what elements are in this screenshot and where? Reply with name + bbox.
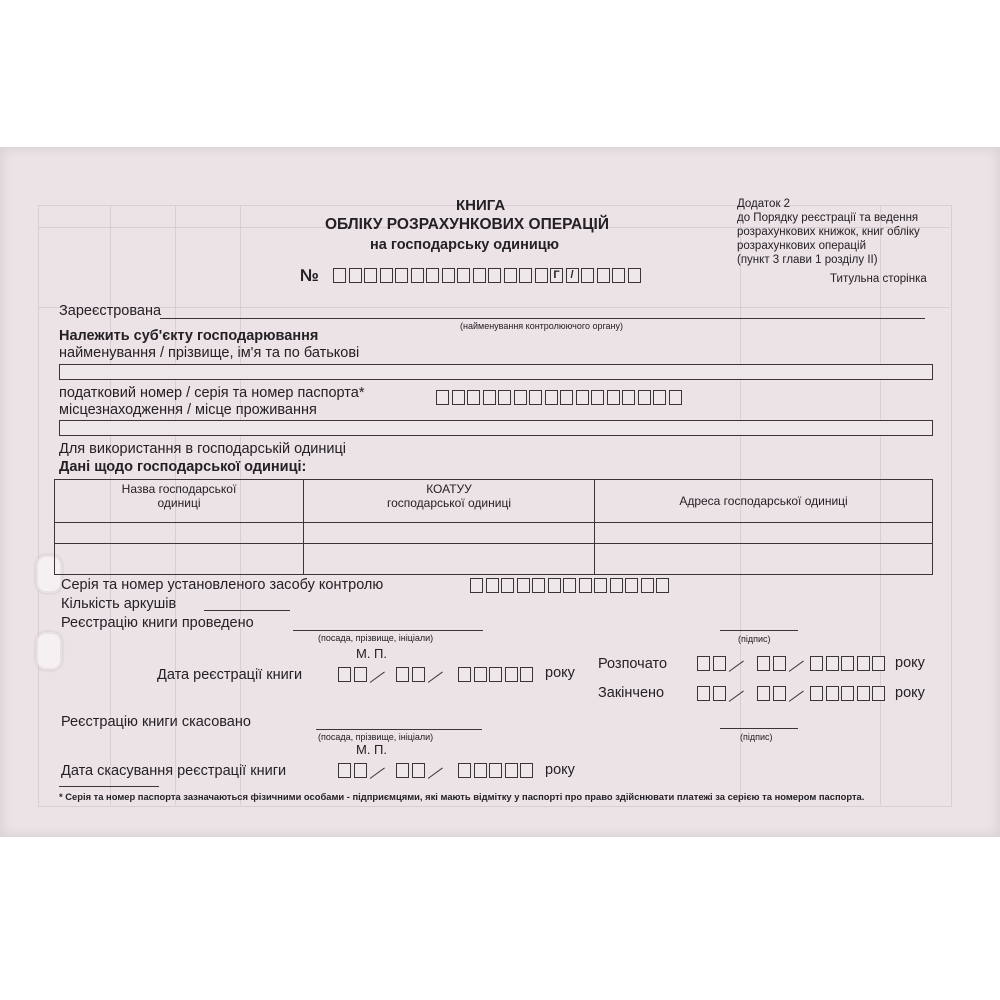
serial-box[interactable] — [532, 578, 545, 593]
finished-label: Закінчено — [598, 685, 665, 701]
date-box[interactable] — [354, 667, 367, 682]
control-serial-boxes[interactable] — [470, 578, 672, 593]
header-unit-address-text: Адреса господарської одиниці — [679, 494, 848, 508]
date-box[interactable] — [757, 686, 770, 701]
finished-year-word: року — [895, 685, 925, 701]
number-box[interactable] — [473, 268, 486, 283]
serial-box[interactable] — [625, 578, 638, 593]
date-box[interactable] — [338, 667, 351, 682]
header-unit-name — [55, 480, 304, 523]
registration-date-label: Дата реєстрації книги — [157, 667, 303, 683]
registered-signature-line[interactable] — [720, 630, 798, 631]
date-box[interactable] — [857, 656, 870, 671]
started-date-month[interactable] — [757, 656, 788, 671]
tax-box[interactable] — [452, 390, 465, 405]
cancelled-signature-line[interactable] — [720, 728, 798, 729]
date-box[interactable] — [412, 763, 425, 778]
date-box[interactable] — [697, 686, 710, 701]
binding-staple — [36, 632, 62, 670]
registration-date-month[interactable] — [396, 667, 427, 682]
tax-box[interactable] — [576, 390, 589, 405]
number-slash-box: / — [566, 268, 579, 283]
date-box[interactable] — [505, 763, 518, 778]
control-serial-label: Серія та номер установленого засобу контролю — [61, 577, 384, 593]
cancelled-by-caption: (посада, прізвище, ініціали) — [318, 732, 434, 742]
title-line-2: ОБЛІКУ РОЗРАХУНКОВИХ ОПЕРАЦІЙ — [325, 216, 610, 233]
title-line-3: на господарську одиницю — [370, 237, 560, 253]
koatuu-cell[interactable] — [304, 544, 595, 575]
cancellation-date-day[interactable] — [338, 763, 369, 778]
location-field[interactable] — [59, 420, 933, 436]
number-box[interactable] — [628, 268, 641, 283]
registered-by-line[interactable] — [293, 630, 483, 631]
cancellation-date-year[interactable] — [458, 763, 536, 778]
cancelled-label: Реєстрацію книги скасовано — [61, 714, 251, 730]
date-box[interactable] — [810, 686, 823, 701]
number-box[interactable] — [581, 268, 594, 283]
book-number-boxes[interactable] — [333, 268, 643, 283]
number-box[interactable] — [488, 268, 501, 283]
date-box[interactable] — [354, 763, 367, 778]
footnote-rule — [59, 786, 159, 787]
date-box[interactable] — [458, 763, 471, 778]
date-box[interactable] — [773, 686, 786, 701]
serial-box[interactable] — [610, 578, 623, 593]
sheets-count-label: Кількість аркушів — [61, 596, 177, 612]
date-box[interactable] — [826, 656, 839, 671]
date-box[interactable] — [489, 763, 502, 778]
registered-caption: (найменування контролюючого органу) — [460, 321, 624, 331]
date-box[interactable] — [520, 763, 533, 778]
tax-box[interactable] — [436, 390, 449, 405]
seal-mark: М. П. — [356, 646, 388, 661]
cancellation-date-month[interactable] — [396, 763, 427, 778]
tax-box[interactable] — [545, 390, 558, 405]
started-date-day[interactable] — [697, 656, 728, 671]
appendix-line-4: розрахункових операцій — [737, 240, 866, 252]
number-box[interactable] — [411, 268, 424, 283]
date-box[interactable] — [697, 656, 710, 671]
tax-box[interactable] — [514, 390, 527, 405]
date-box[interactable] — [826, 686, 839, 701]
unit-address-cell[interactable] — [595, 544, 933, 575]
date-box[interactable] — [841, 686, 854, 701]
date-box[interactable] — [713, 686, 726, 701]
number-box[interactable] — [519, 268, 532, 283]
date-box[interactable] — [773, 656, 786, 671]
business-unit-table — [54, 479, 933, 575]
number-box[interactable] — [426, 268, 439, 283]
started-date-year[interactable] — [810, 656, 888, 671]
cancelled-signature-caption: (підпис) — [740, 732, 773, 742]
registration-year-word: року — [545, 665, 575, 681]
tax-number-boxes[interactable] — [436, 390, 684, 405]
location-label: місцезнаходження / місце проживання — [59, 402, 317, 418]
date-box[interactable] — [857, 686, 870, 701]
tax-box[interactable] — [529, 390, 542, 405]
date-box[interactable] — [872, 686, 885, 701]
unit-name-cell[interactable] — [55, 523, 304, 544]
registration-date-year[interactable] — [458, 667, 536, 682]
cancel-seal-mark: М. П. — [356, 742, 388, 757]
serial-box[interactable] — [641, 578, 654, 593]
number-box[interactable] — [349, 268, 362, 283]
header-unit-name-line1: Назва господарської — [121, 482, 237, 496]
footnote: * Серія та номер паспорта зазначаються фізичними особами - підприємцями, які мають відмітку у паспорті про право здійснювати платежі за серією та номером паспорта. — [59, 791, 865, 802]
finished-date-year[interactable] — [810, 686, 888, 701]
appendix-line-5: (пункт 3 глави 1 розділу II) — [737, 254, 878, 266]
date-box[interactable] — [412, 667, 425, 682]
appendix-line-3: розрахункових книжок, книг обліку — [737, 226, 920, 238]
registered-by-label: Реєстрацію книги проведено — [61, 615, 254, 631]
unit-address-cell[interactable] — [595, 523, 933, 544]
tax-box[interactable] — [467, 390, 480, 405]
tax-box[interactable] — [483, 390, 496, 405]
date-box[interactable] — [713, 656, 726, 671]
registered-by-caption: (посада, прізвище, ініціали) — [318, 633, 434, 643]
date-box[interactable] — [810, 656, 823, 671]
appendix-line-1: Додаток 2 — [737, 198, 791, 210]
registered-signature-caption: (підпис) — [738, 634, 771, 644]
header-koatuu — [304, 480, 595, 523]
date-box[interactable] — [338, 763, 351, 778]
number-box[interactable] — [395, 268, 408, 283]
tax-box[interactable] — [591, 390, 604, 405]
date-box[interactable] — [520, 667, 533, 682]
registration-date-day[interactable] — [338, 667, 369, 682]
number-box[interactable] — [504, 268, 517, 283]
started-label: Розпочато — [598, 656, 668, 672]
date-box[interactable] — [458, 667, 471, 682]
serial-box[interactable] — [486, 578, 499, 593]
sheets-count-line[interactable] — [204, 610, 290, 611]
number-box[interactable] — [597, 268, 610, 283]
header-unit-name-line2: одиниці — [157, 496, 201, 510]
number-box[interactable] — [380, 268, 393, 283]
cancellation-year-word: року — [545, 762, 575, 778]
serial-box[interactable] — [579, 578, 592, 593]
header-unit-address — [595, 480, 933, 523]
finished-date-day[interactable] — [697, 686, 728, 701]
date-box[interactable] — [505, 667, 518, 682]
owner-name-field[interactable] — [59, 364, 933, 380]
tax-box[interactable] — [498, 390, 511, 405]
number-sign: № — [300, 266, 319, 285]
date-box[interactable] — [872, 656, 885, 671]
number-box[interactable] — [612, 268, 625, 283]
serial-box[interactable] — [656, 578, 669, 593]
serial-box[interactable] — [470, 578, 483, 593]
tax-box[interactable] — [653, 390, 666, 405]
header-koatuu-line1: КОАТУУ — [426, 482, 472, 496]
number-box[interactable] — [457, 268, 470, 283]
title-page-label: Титульна сторінка — [830, 273, 927, 285]
cancelled-by-line[interactable] — [316, 729, 482, 730]
serial-box[interactable] — [548, 578, 561, 593]
tax-box[interactable] — [669, 390, 682, 405]
tax-box[interactable] — [622, 390, 635, 405]
unit-data-heading: Дані щодо господарської одиниці: — [59, 459, 307, 475]
tax-number-label: податковий номер / серія та номер паспорта* — [59, 385, 365, 401]
number-box[interactable] — [442, 268, 455, 283]
started-year-word: року — [895, 655, 925, 671]
number-box[interactable] — [535, 268, 548, 283]
serial-box[interactable] — [501, 578, 514, 593]
number-box[interactable] — [333, 268, 346, 283]
usage-label: Для використання в господарській одиниці — [59, 441, 347, 457]
number-box[interactable] — [364, 268, 377, 283]
tax-box[interactable] — [560, 390, 573, 405]
finished-date-month[interactable] — [757, 686, 788, 701]
serial-box[interactable] — [563, 578, 576, 593]
number-series-box: Г — [550, 268, 563, 283]
appendix-line-2: до Порядку реєстрації та ведення — [737, 212, 919, 224]
registered-line[interactable] — [160, 318, 925, 319]
date-box[interactable] — [396, 763, 409, 778]
cancellation-date-label: Дата скасування реєстрації книги — [61, 763, 287, 779]
date-box[interactable] — [474, 763, 487, 778]
date-box[interactable] — [474, 667, 487, 682]
koatuu-cell[interactable] — [304, 523, 595, 544]
registered-label: Зареєстрована — [59, 303, 162, 319]
date-box[interactable] — [396, 667, 409, 682]
title-line-1: КНИГА — [456, 197, 506, 214]
unit-name-cell[interactable] — [55, 544, 304, 575]
date-box[interactable] — [841, 656, 854, 671]
date-box[interactable] — [489, 667, 502, 682]
date-box[interactable] — [757, 656, 770, 671]
tax-box[interactable] — [607, 390, 620, 405]
owner-name-label: найменування / прізвище, ім'я та по батькові — [59, 345, 360, 361]
header-koatuu-line2: господарської одиниці — [386, 496, 511, 510]
serial-box[interactable] — [517, 578, 530, 593]
tax-box[interactable] — [638, 390, 651, 405]
serial-box[interactable] — [594, 578, 607, 593]
owner-heading: Належить суб'єкту господарювання — [59, 328, 319, 344]
